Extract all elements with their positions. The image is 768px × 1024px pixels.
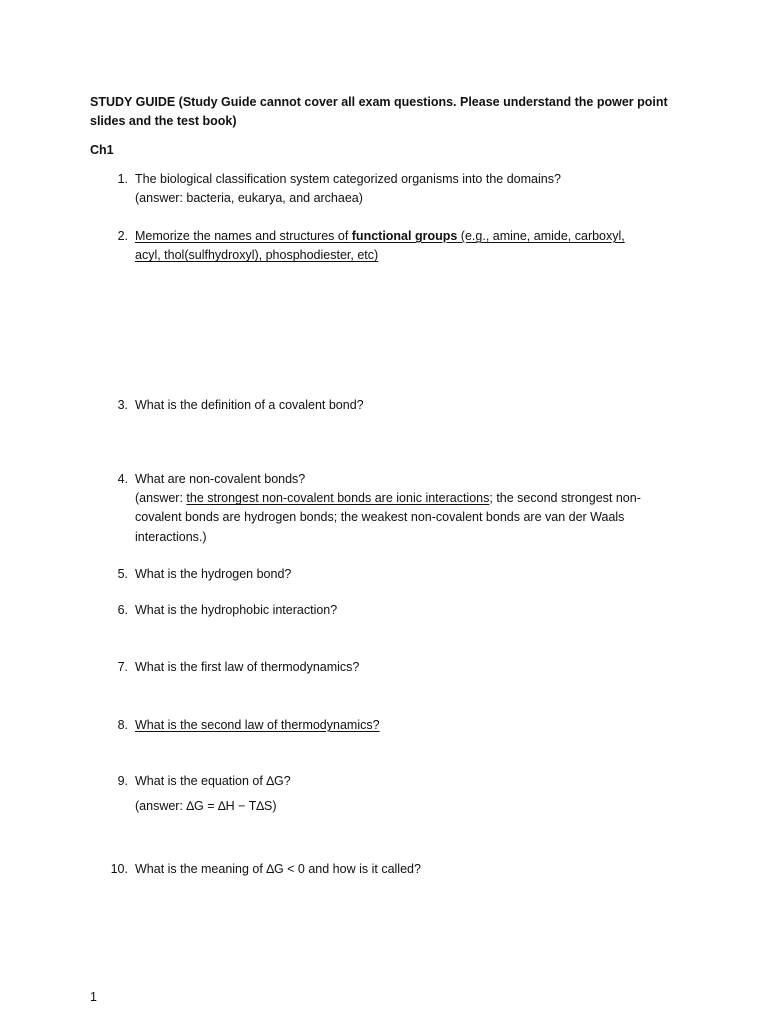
question-text-emphasis: functional groups [351, 229, 458, 243]
question-10 [108, 860, 668, 879]
question-number: 1. [117, 172, 128, 186]
question-number: 10. [110, 862, 128, 876]
question-2 [108, 227, 648, 265]
question-5 [108, 565, 668, 584]
question-text: What is the meaning of ∆G < 0 and how is it called? [135, 862, 421, 876]
question-7 [108, 658, 668, 677]
question-number: 3. [117, 398, 128, 412]
page-number: 1 [90, 990, 97, 1004]
question-text: The biological classification system categorized organisms into the domains? [135, 172, 561, 186]
answer-emphasis: the strongest non-covalent bonds are ionic interactions [186, 491, 490, 506]
answer-part: ; the second strongest non-covalent bonds are hydrogen bonds; the weakest non-covalent bonds are van der Waals interactions.) [135, 491, 641, 544]
question-text-part: Memorize the names and structures of [135, 229, 352, 243]
question-text: What is the equation of ∆G? [135, 774, 291, 788]
question-6 [108, 601, 668, 620]
answer-part: (answer: [135, 491, 187, 506]
question-number: 8. [117, 718, 128, 732]
question-answer: (answer: bacteria, eukarya, and archaea) [135, 191, 363, 206]
chapter-heading: Ch1 [90, 143, 114, 157]
question-answer: (answer: ∆G = ∆H − T∆S) [135, 799, 277, 814]
question-text: What is the hydrophobic interaction? [135, 603, 338, 617]
question-text: What are non-covalent bonds? [135, 472, 306, 486]
question-1 [108, 170, 668, 208]
question-text: What is the definition of a covalent bond? [135, 398, 364, 412]
question-text: What is the first law of thermodynamics? [135, 660, 360, 674]
question-number: 4. [117, 472, 128, 486]
document-title: STUDY GUIDE (Study Guide cannot cover all exam questions. Please understand the power point slides and the test book) [90, 95, 668, 128]
question-text: What is the second law of thermodynamics? [135, 718, 380, 732]
question-text-part: (e.g., amine, amide, carboxyl, acyl, thol(sulfhydroxyl), phosphodiester, etc) [135, 229, 625, 263]
question-4 [108, 470, 653, 547]
question-8 [108, 716, 668, 735]
question-9 [108, 772, 668, 816]
question-number: 6. [117, 603, 128, 617]
question-text: What is the hydrogen bond? [135, 567, 292, 581]
question-number: 5. [117, 567, 128, 581]
question-number: 9. [117, 774, 128, 788]
question-3 [108, 396, 668, 415]
question-answer [135, 489, 653, 547]
question-number: 7. [117, 660, 128, 674]
question-number: 2. [117, 229, 128, 243]
